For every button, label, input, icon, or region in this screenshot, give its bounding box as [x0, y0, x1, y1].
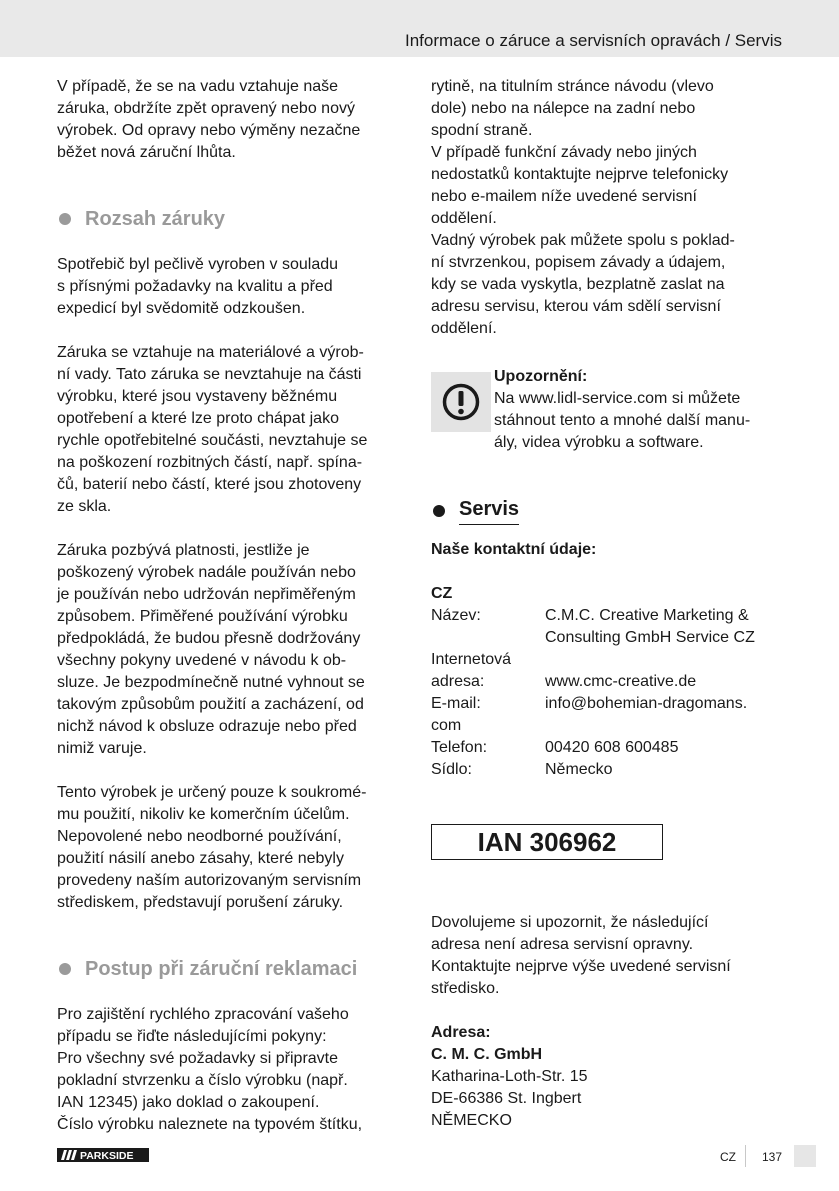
bullet-icon: [433, 505, 445, 517]
contact-row: Název: C.M.C. Creative Marketing &: [431, 607, 749, 624]
notice-title: Upozornění:: [494, 368, 588, 385]
notice-text: [494, 366, 750, 454]
address-heading: Adresa:: [431, 1024, 491, 1041]
continued-paragraph: rytině, na titulním stránce návodu (vlevo dole) nebo na nálepce na zadní nebo spodní straně. V případě funkční závady nebo jiných nedostatků kontaktujte nejprve telefonicky nebo e-mailem níže uvedené servisní oddělení. Vadný výrobek pak můžete spolu s poklad- ní stvrzenkou, popisem závady a údajem, kdy se vada vyskytla, bezplatně zaslat na adresu servisu, kterou vám sdělí servisní oddělení.: [431, 78, 735, 337]
svg-text:PARKSIDE: PARKSIDE: [80, 1150, 134, 1162]
contact-row: Telefon: 00420 608 600485: [431, 739, 679, 756]
contact-heading: Naše kontaktní údaje:: [431, 541, 597, 558]
left-column: [57, 76, 409, 1136]
rozsah-paragraph-3: Záruka pozbývá platnosti, jestliže je poškozený výrobek nadále používán nebo je používán nebo udržován nepřiměřeným způsobem. Přiměřené používání výrobku předpokládá, že budou přesně dodržovány všechny pokyny uvedené v návodu k ob- sluze. Je bezpodmínečně nutné vyhnout se takovým způsobům použití a zacházení, od nichž návod k obsluze odrazuje nebo před nimiž varuje.: [57, 542, 365, 757]
country-label: CZ: [431, 585, 453, 602]
ian-box: IAN 306962: [431, 824, 663, 860]
contact-row: E-mail: info@bohemian-dragomans.: [431, 695, 748, 712]
notice-box: [431, 366, 783, 454]
contact-table: [431, 605, 783, 781]
contact-row: Sídlo: Německo: [431, 761, 613, 778]
rozsah-paragraph-1: Spotřebič byl pečlivě vyroben v souladu s přísnými požadavky na kvalitu a před expedicí byl svědomitě odzkoušen.: [57, 256, 339, 317]
parkside-logo: [57, 1148, 149, 1167]
page-number: 137: [762, 1150, 783, 1164]
bullet-icon: [59, 213, 71, 225]
right-column: [431, 76, 783, 1132]
bullet-icon: [59, 963, 71, 975]
contact-row: adresa: www.cmc-creative.de: [431, 673, 697, 690]
contact-row: Internetová: [431, 651, 512, 668]
section-heading-postup: Postup při záruční reklamaci: [57, 956, 409, 982]
page-header: [0, 0, 839, 57]
address-lines: Katharina-Loth-Str. 15 DE-66386 St. Ingbert NĚMECKO: [431, 1068, 588, 1129]
rozsah-paragraph-4: Tento výrobek je určený pouze k soukromé- mu použití, nikoliv ke komerčním účelům. Nepovolené nebo neodborné používání, použití násilí anebo zásahy, které nebyly provedeny naším autorizovaným servisním střediskem, představují porušení záruky.: [57, 784, 367, 911]
footer-divider: [745, 1145, 746, 1167]
rozsah-paragraph-2: Záruka se vztahuje na materiálové a výrob- ní vady. Tato záruka se nevztahuje na části výrobku, které jsou vystaveny běžnému opotřebení a které lze proto chápat jako rychle opotřebitelné součásti, nevztahuje se na poškození rozbitných částí, např. spína- čů, baterií nebo částí, které jsou zhotoveny ze skla.: [57, 344, 368, 515]
company-name: C. M. C. GmbH: [431, 1046, 543, 1063]
header-title: Informace o záruce a servisních opravách / Servis: [405, 31, 782, 50]
intro-paragraph: V případě, že se na vadu vztahuje naše záruka, obdržíte zpět opravený nebo nový výrobek. Od opravy nebo výměny nezačne běžet nová záruční lhůta.: [57, 78, 361, 161]
section-heading-rozsah: Rozsah záruky: [57, 206, 409, 232]
section-heading-servis: Servis: [431, 496, 783, 525]
footer-language: CZ: [720, 1150, 736, 1164]
contact-row: Consulting GmbH Service CZ: [545, 629, 755, 646]
exclamation-icon: [431, 372, 491, 432]
postup-paragraph: Pro zajištění rychlého zpracování vašeho případu se řiďte následujícími pokyny: Pro všechny své požadavky si připravte pokladní stvrzenku a číslo výrobku (např. IAN 12345) jako doklad o zakoupení. Číslo výrobku naleznete na typovém štítku,: [57, 1006, 363, 1133]
notice-lines: Na www.lidl-service.com si můžete stáhnout tento a mnohé další manu- ály, videa výrobku a software.: [494, 390, 751, 451]
contact-row: com: [431, 717, 462, 734]
footer-tab: [794, 1145, 816, 1167]
note-paragraph: Dovolujeme si upozornit, že následující adresa není adresa servisní opravny. Kontaktujte nejprve výše uvedené servisní středisko.: [431, 914, 731, 997]
